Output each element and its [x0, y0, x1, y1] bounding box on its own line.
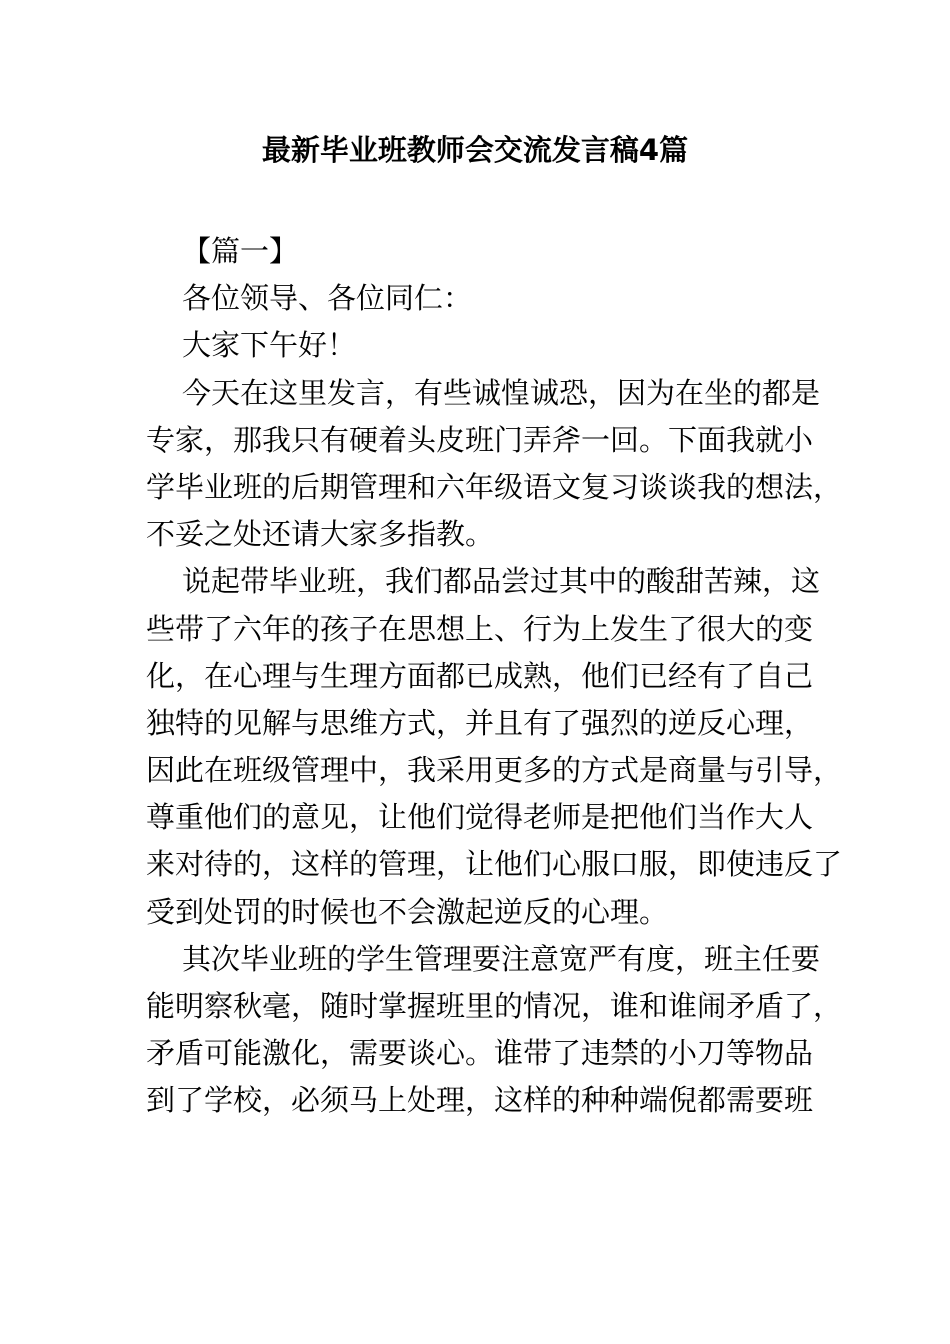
paragraph-2-line-3: 化，在心理与生理方面都已成熟，他们已经有了自己 [146, 658, 814, 693]
paragraph-3-line-1: 其次毕业班的学生管理要注意宽严有度，班主任要 [182, 941, 821, 976]
paragraph-2-line-8: 受到处罚的时候也不会激起逆反的心理。 [146, 894, 669, 929]
paragraph-1-line-3: 学毕业班的后期管理和六年级语文复习谈谈我的想法， [146, 469, 843, 504]
paragraph-2-line-1: 说起带毕业班，我们都品尝过其中的酸甜苦辣，这 [182, 564, 821, 599]
salutation: 各位领导、各位同仁： [182, 281, 473, 316]
greeting: 大家下午好！ [182, 328, 357, 363]
paragraph-3-line-2: 能明察秋毫，随时掌握班里的情况，谁和谁闹矛盾了， [146, 989, 843, 1023]
paragraph-1-line-1: 今天在这里发言，有些诚惶诚恐，因为在坐的都是 [182, 375, 821, 410]
paragraph-2-line-2: 些带了六年的孩子在思想上、行为上发生了很大的变 [146, 611, 814, 646]
section-heading: 【篇一】 [182, 234, 299, 268]
paragraph-3-line-4: 到了学校，必须马上处理，这样的种种端倪都需要班 [146, 1083, 814, 1118]
paragraph-1-line-2: 专家，那我只有硬着头皮班门弄斧一回。下面我就小 [146, 422, 814, 457]
paragraph-2-line-4: 独特的见解与思维方式，并且有了强烈的逆反心理， [146, 705, 814, 740]
document-title: 最新毕业班教师会交流发言稿4篇 [261, 133, 689, 167]
paragraph-3-line-3: 矛盾可能激化，需要谈心。谁带了违禁的小刀等物品 [146, 1036, 814, 1071]
paragraph-1-line-4: 不妥之处还请大家多指教。 [146, 517, 495, 552]
paragraph-2-line-6: 尊重他们的意见，让他们觉得老师是把他们当作大人 [146, 800, 814, 835]
paragraph-2-line-5: 因此在班级管理中，我采用更多的方式是商量与引导， [146, 753, 843, 788]
paragraph-2-line-7: 来对待的，这样的管理，让他们心服口服，即使违反了 [146, 847, 843, 882]
document-body [146, 228, 843, 1125]
